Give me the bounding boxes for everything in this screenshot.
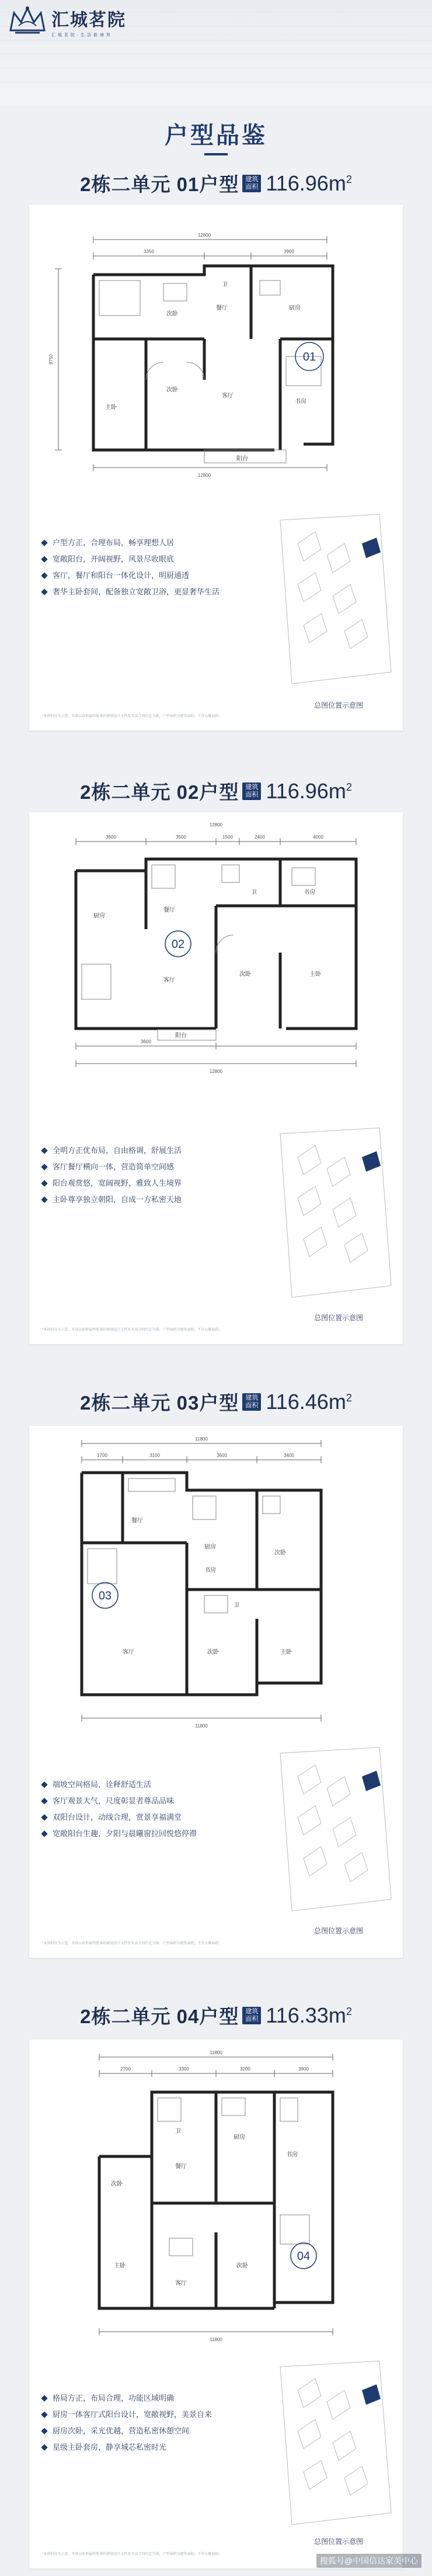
unit-area: $116.46m^2$ — [266, 1389, 352, 1414]
feature-item: 宽敞阳台生趣，夕阳与晨曦窗拉回悦悠停滞 — [42, 1826, 197, 1842]
unit-card — [29, 1426, 403, 1958]
floor-plan — [29, 205, 403, 508]
svg-text:主卧: 主卧 — [114, 2263, 126, 2269]
svg-text:3400: 3400 — [284, 1453, 294, 1458]
svg-text:餐厅: 餐厅 — [131, 1518, 143, 1524]
area-badge: 建筑 面积 — [242, 1393, 261, 1411]
svg-text:次卧: 次卧 — [274, 1550, 286, 1556]
svg-text:厨房: 厨房 — [234, 2134, 245, 2141]
svg-text:11800: 11800 — [195, 1436, 208, 1442]
svg-text:客厅: 客厅 — [163, 977, 175, 984]
disclaimer: *本资料仅为示意，具体以政府最终批准的规划设计文件及买卖合同约定为准，户型面积为建筑面积，不含公摊面积。 — [42, 715, 222, 718]
svg-text:客厅: 客厅 — [123, 1649, 134, 1656]
floor-plan — [29, 812, 403, 1116]
feature-item: 户型方正，合理布局，畅享理想人居 — [42, 535, 220, 551]
unit-area: $116.33m^2$ — [266, 2003, 352, 2027]
svg-text:3600: 3600 — [217, 1453, 227, 1458]
unit-area: $116.96m^2$ — [266, 171, 352, 195]
svg-text:主卧: 主卧 — [105, 404, 117, 411]
svg-text:餐厅: 餐厅 — [163, 907, 175, 913]
feature-item: 阳台观赏悠，宽阔视野，雅致人生境界 — [42, 1175, 182, 1192]
svg-text:11800: 11800 — [210, 2337, 222, 2342]
svg-text:主卧: 主卧 — [280, 1649, 292, 1656]
svg-text:1500: 1500 — [222, 835, 233, 840]
site-plan-map — [274, 1122, 397, 1303]
feature-item: 客厅餐厅横向一体，营造简单空间感 — [42, 1159, 182, 1175]
svg-text:主卧: 主卧 — [309, 971, 321, 978]
svg-text:餐厅: 餐厅 — [175, 2163, 187, 2170]
plan-number: 03 — [98, 1590, 112, 1602]
svg-text:3100: 3100 — [149, 1453, 160, 1458]
site-map-label: 总图位置示意图 — [314, 1927, 364, 1935]
feature-list — [42, 1777, 197, 1842]
unit-card — [29, 2040, 403, 2568]
svg-text:次卧: 次卧 — [239, 971, 251, 978]
page-title: 户型品鉴 — [165, 123, 267, 148]
svg-text:阳台: 阳台 — [175, 1033, 187, 1039]
feature-list — [42, 2390, 212, 2456]
feature-list — [42, 1142, 182, 1208]
feature-item: 端坡空间格局，诠释舒适生活 — [42, 1777, 197, 1793]
brand-tagline: 汇 城 茗 院 · 生 活 新 境 界 — [51, 33, 111, 37]
feature-list — [42, 535, 220, 600]
unit-heading — [0, 2002, 432, 2029]
feature-item: 厨房一体客厅式阳台设计，宽敞视野，美景自来 — [42, 2407, 212, 2423]
svg-text:3300: 3300 — [179, 2066, 189, 2072]
svg-text:次卧: 次卧 — [166, 387, 178, 393]
feature-item: 客厅，餐厅和阳台一体化设计，明厨通透 — [42, 567, 220, 584]
svg-text:3600: 3600 — [106, 835, 116, 840]
svg-text:书房: 书房 — [286, 2152, 298, 2158]
svg-text:2700: 2700 — [120, 2066, 131, 2072]
feature-item: 厨房次卧，采光优越，营造私密休憩空间 — [42, 2423, 212, 2439]
disclaimer: *本资料仅为示意，具体以政府最终批准的规划设计文件及买卖合同约定为准，户型面积为建筑面积，不含公摊面积。 — [42, 1942, 222, 1945]
feature-item: 全明方正优布局，自由格调，舒展生活 — [42, 1142, 182, 1159]
watermark: 搜狐号@中国信达家美中心 — [316, 2554, 421, 2568]
unit-area: $116.96m^2$ — [266, 778, 352, 803]
floor-plan — [29, 1426, 403, 1753]
svg-text:卫: 卫 — [251, 889, 257, 896]
site-plan-map — [274, 1741, 397, 1917]
plan-number: 04 — [297, 2250, 311, 2263]
floor-plan — [29, 2040, 403, 2367]
svg-text:书房: 书房 — [204, 1567, 216, 1574]
unit-name: 2栋二单元 01户型 — [80, 174, 239, 195]
svg-text:客厅: 客厅 — [222, 393, 234, 399]
svg-text:客厅: 客厅 — [175, 2280, 187, 2287]
disclaimer: *本资料仅为示意，具体以政府最终批准的规划设计文件及买卖合同约定为准，户型面积为建筑面积，不含公摊面积。 — [42, 1328, 222, 1332]
svg-text:12800: 12800 — [209, 822, 223, 827]
svg-text:3900: 3900 — [284, 249, 294, 254]
title-underline — [204, 153, 228, 155]
unit-name: 2栋二单元 03户型 — [80, 1392, 239, 1414]
svg-text:卫: 卫 — [234, 1602, 239, 1609]
svg-text:餐厅: 餐厅 — [216, 305, 228, 311]
feature-item: 奢华主卧套间，配备独立宽敞卫浴，更显奢华生活 — [42, 584, 220, 600]
site-map-label: 总图位置示意图 — [314, 701, 364, 709]
svg-text:3900: 3900 — [298, 2066, 309, 2072]
site-plan-map — [274, 2355, 397, 2530]
brand-logo — [7, 5, 126, 39]
plan-number: 01 — [302, 351, 316, 363]
feature-item: 客厅观景大气，尺度彰显者尊品品味 — [42, 1793, 197, 1809]
svg-text:4000: 4000 — [313, 835, 323, 840]
svg-text:9750: 9750 — [48, 354, 54, 365]
svg-text:卫: 卫 — [222, 282, 228, 288]
svg-text:3200: 3200 — [240, 2066, 250, 2072]
unit-card — [29, 205, 403, 730]
svg-text:次卧: 次卧 — [111, 2181, 123, 2187]
svg-text:1700: 1700 — [97, 1453, 107, 1458]
unit-name: 2栋二单元 04户型 — [80, 2006, 239, 2027]
svg-text:次卧: 次卧 — [207, 1649, 219, 1656]
area-badge: 建筑 面积 — [242, 175, 261, 192]
svg-text:书房: 书房 — [295, 399, 306, 405]
crown-logo-icon — [7, 5, 48, 39]
feature-item: 星级主卧套房，静享城芯私密时光 — [42, 2439, 212, 2456]
svg-text:3500: 3500 — [176, 835, 186, 840]
svg-text:3350: 3350 — [144, 249, 154, 254]
area-badge: 建筑 面积 — [242, 783, 261, 800]
svg-text:厨房: 厨房 — [289, 305, 301, 311]
unit-name: 2栋二单元 02户型 — [80, 781, 239, 803]
unit-heading — [0, 1388, 432, 1415]
unit-heading — [0, 169, 432, 197]
unit-card — [29, 812, 403, 1344]
svg-text:卫: 卫 — [175, 2128, 181, 2135]
svg-text:厨房: 厨房 — [204, 1544, 216, 1550]
svg-text:厨房: 厨房 — [93, 913, 105, 919]
site-map-label: 总图位置示意图 — [314, 2537, 364, 2546]
svg-text:阳台: 阳台 — [236, 456, 248, 462]
feature-item: 格局方正，布局合理，功能区域明确 — [42, 2390, 212, 2407]
svg-text:12800: 12800 — [197, 473, 211, 478]
plan-number: 02 — [171, 938, 185, 951]
site-map-label: 总图位置示意图 — [314, 1314, 364, 1322]
svg-text:11800: 11800 — [210, 2050, 222, 2055]
svg-text:12800: 12800 — [209, 1069, 223, 1074]
svg-text:3600: 3600 — [141, 1039, 151, 1044]
disclaimer: *本资料仅为示意，具体以政府最终批准的规划设计文件及买卖合同约定为准，户型面积为建筑面积，不含公摊面积。 — [42, 2553, 222, 2556]
site-plan-map — [274, 508, 397, 690]
feature-item: 宽敞阳台，开阔视野，风景尽收眼底 — [42, 551, 220, 567]
svg-text:书房: 书房 — [304, 889, 315, 896]
svg-text:次卧: 次卧 — [236, 2263, 248, 2269]
unit-heading — [0, 777, 432, 805]
svg-text:次卧: 次卧 — [166, 311, 178, 317]
svg-text:2400: 2400 — [255, 835, 265, 840]
area-badge: 建筑 面积 — [242, 2007, 261, 2024]
feature-item: 主卧尊享独立朝阳，自成一方私密天地 — [42, 1192, 182, 1208]
feature-item: 双阳台设计，动线合理，赏景享福满堂 — [42, 1809, 197, 1826]
svg-text:11800: 11800 — [195, 1723, 208, 1729]
brand-name: 汇城茗院 — [51, 10, 126, 30]
page-header — [0, 0, 432, 105]
svg-text:12800: 12800 — [197, 233, 211, 238]
